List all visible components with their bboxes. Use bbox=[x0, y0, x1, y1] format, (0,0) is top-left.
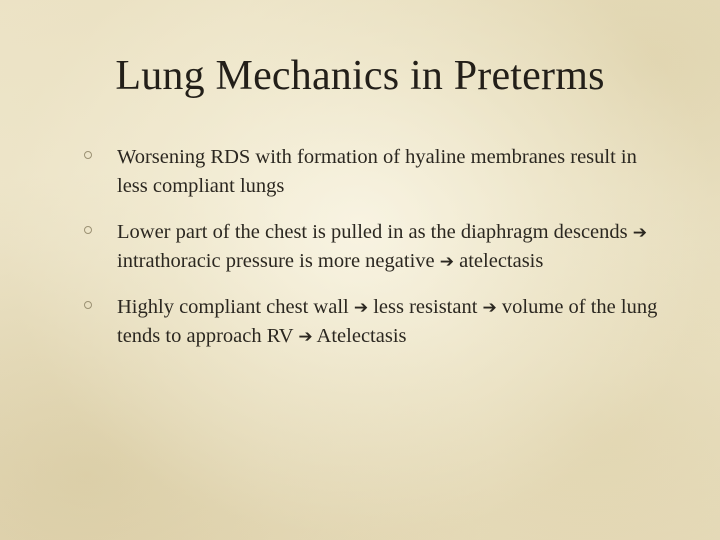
hollow-circle-bullet-icon bbox=[84, 151, 92, 159]
bullet-text: atelectasis bbox=[454, 250, 544, 272]
bullet-text: Worsening RDS with formation of hyaline membranes result in less compliant lungs bbox=[117, 146, 637, 197]
right-arrow-icon: ➔ bbox=[439, 252, 454, 272]
bullet-text: volume of the lung tends to approach RV bbox=[117, 296, 658, 347]
right-arrow-icon: ➔ bbox=[632, 223, 648, 243]
bullet-text: intrathoracic pressure is more negative bbox=[117, 250, 440, 272]
right-arrow-icon: ➔ bbox=[482, 298, 497, 318]
bullet-item-3 bbox=[80, 293, 660, 351]
hollow-circle-bullet-icon bbox=[84, 226, 92, 234]
slide-title: Lung Mechanics in Preterms bbox=[115, 53, 605, 99]
right-arrow-icon: ➔ bbox=[353, 298, 369, 318]
bullet-text: Lower part of the chest is pulled in as the diaphragm descends bbox=[117, 221, 633, 243]
bullet-text: Atelectasis bbox=[312, 325, 407, 347]
bullet-item-2 bbox=[80, 218, 660, 276]
bullet-text: less resistant bbox=[368, 296, 483, 318]
right-arrow-icon: ➔ bbox=[298, 327, 313, 347]
bullet-list bbox=[80, 143, 660, 368]
hollow-circle-bullet-icon bbox=[84, 301, 92, 309]
bullet-text: Highly compliant chest wall bbox=[117, 296, 354, 318]
bullet-item-1 bbox=[80, 143, 660, 201]
